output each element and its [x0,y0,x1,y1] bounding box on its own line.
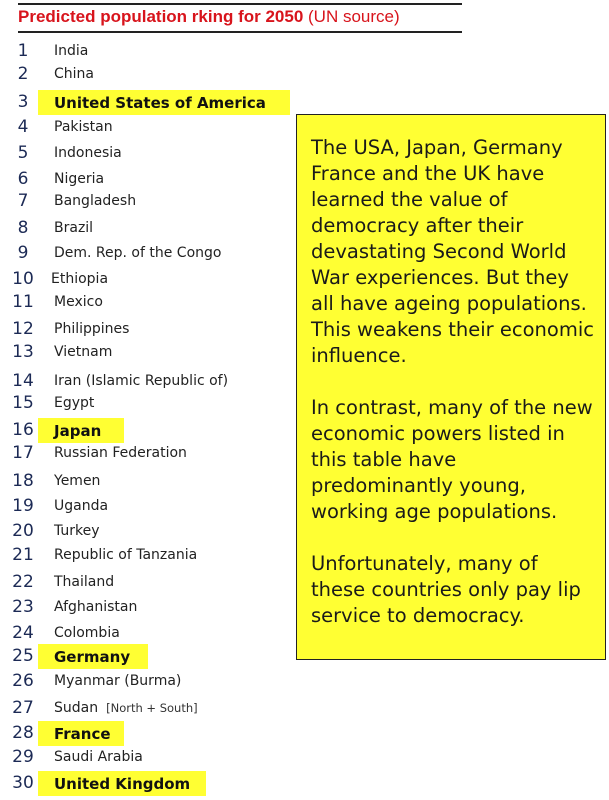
country-name [54,320,129,338]
country-label: Colombia [54,625,120,641]
country-name [54,372,228,390]
rank-number: 26 [12,671,34,691]
country-label: Pakistan [54,119,113,135]
country-name [54,343,112,361]
country-name: United States of America [54,93,266,112]
country-name [54,244,221,262]
country-name [54,522,100,540]
country-name [54,219,93,237]
country-label: Dem. Rep. of the Congo [54,245,222,261]
highlighted-country [38,418,124,443]
country-name [54,444,187,462]
country-name [51,270,108,288]
highlighted-country [38,644,148,669]
rank-number: 3 [17,92,29,112]
country-label: Sudan [54,700,99,716]
country-name [54,573,114,591]
rank-number: 28 [12,723,34,743]
country-name [54,170,104,188]
country-name [54,672,181,690]
country-label: Saudi Arabia [54,749,143,765]
highlighted-country [38,90,290,115]
rank-number: 9 [17,243,29,263]
country-label: Myanmar (Burma) [54,673,182,689]
rank-number: 4 [17,117,29,137]
rank-number: 2 [17,64,29,84]
country-label: Turkey [54,523,100,539]
country-label: Thailand [54,574,115,590]
rank-number: 5 [17,143,29,163]
rank-number: 29 [12,747,34,767]
country-name [54,472,100,490]
country-label: Bangladesh [54,193,137,209]
rank-number: 10 [12,269,34,289]
country-label: Yemen [54,473,101,489]
highlighted-country [38,771,206,796]
rank-number: 11 [12,292,34,312]
title-rule-top [18,3,462,5]
commentary-paragraph: The USA, Japan, Germany France and the UK have learned the value of democracy after their devastating Second World War experiences. But they all have ageing populations. This weakens their economic influence. [311,136,594,367]
country-name [54,598,137,616]
rank-number: 25 [12,646,34,666]
country-label: Russian Federation [54,445,187,461]
rank-number: 21 [12,545,34,565]
country-label: Nigeria [54,171,105,187]
country-name [54,65,94,83]
country-name [54,192,136,210]
country-name [54,118,113,136]
country-note: [North + South] [106,701,198,715]
title-source: (UN source) [308,7,400,26]
country-label: India [54,43,89,59]
title-rule-bottom [18,31,462,33]
country-label: China [54,66,94,82]
rank-number: 16 [12,420,34,440]
rank-number: 1 [17,41,29,61]
rank-number: 15 [12,393,34,413]
rank-number: 13 [12,342,34,362]
country-name: Germany [54,647,131,666]
country-label: Indonesia [54,145,122,161]
country-label: Mexico [54,294,103,310]
country-label: Egypt [54,395,95,411]
rank-number: 8 [17,218,29,238]
rank-number: 18 [12,471,34,491]
rank-number: 22 [12,572,34,592]
rank-number: 6 [17,169,29,189]
highlighted-country [38,721,124,746]
rank-number: 17 [12,443,34,463]
country-name [54,293,103,311]
rank-number: 24 [12,623,34,643]
country-label: Vietnam [54,344,113,360]
country-name [54,497,108,515]
title-main: Predicted population rking for 2050 [18,7,304,26]
country-label: Ethiopia [51,271,109,287]
country-label: Afghanistan [54,599,138,615]
rank-number: 7 [17,191,29,211]
country-name [54,394,94,412]
country-label: Republic of Tanzania [54,547,198,563]
country-label: Philippines [54,321,130,337]
country-name [54,624,120,642]
rank-number: 23 [12,597,34,617]
country-label: Iran (Islamic Republic of) [54,373,229,389]
country-name [54,699,198,717]
country-name [54,144,122,162]
rank-number: 27 [12,698,34,718]
country-name: United Kingdom [54,774,191,793]
country-name [54,546,197,564]
commentary-paragraph: In contrast, many of the new economic powers listed in this table have predominantly young, working age populations. [311,396,593,523]
country-name: France [54,724,111,743]
commentary-box [296,114,606,660]
page-title [18,6,400,28]
rank-number: 30 [12,773,34,793]
rank-number: 14 [12,371,34,391]
country-label: Brazil [54,220,94,236]
rank-number: 20 [12,521,34,541]
rank-number: 12 [12,319,34,339]
country-name: Japan [54,421,102,440]
country-name [54,42,88,60]
commentary-paragraph: Unfortunately, many of these countries only pay lip service to democracy. [311,552,581,627]
country-label: Uganda [54,498,109,514]
country-name [54,748,143,766]
rank-number: 19 [12,496,34,516]
